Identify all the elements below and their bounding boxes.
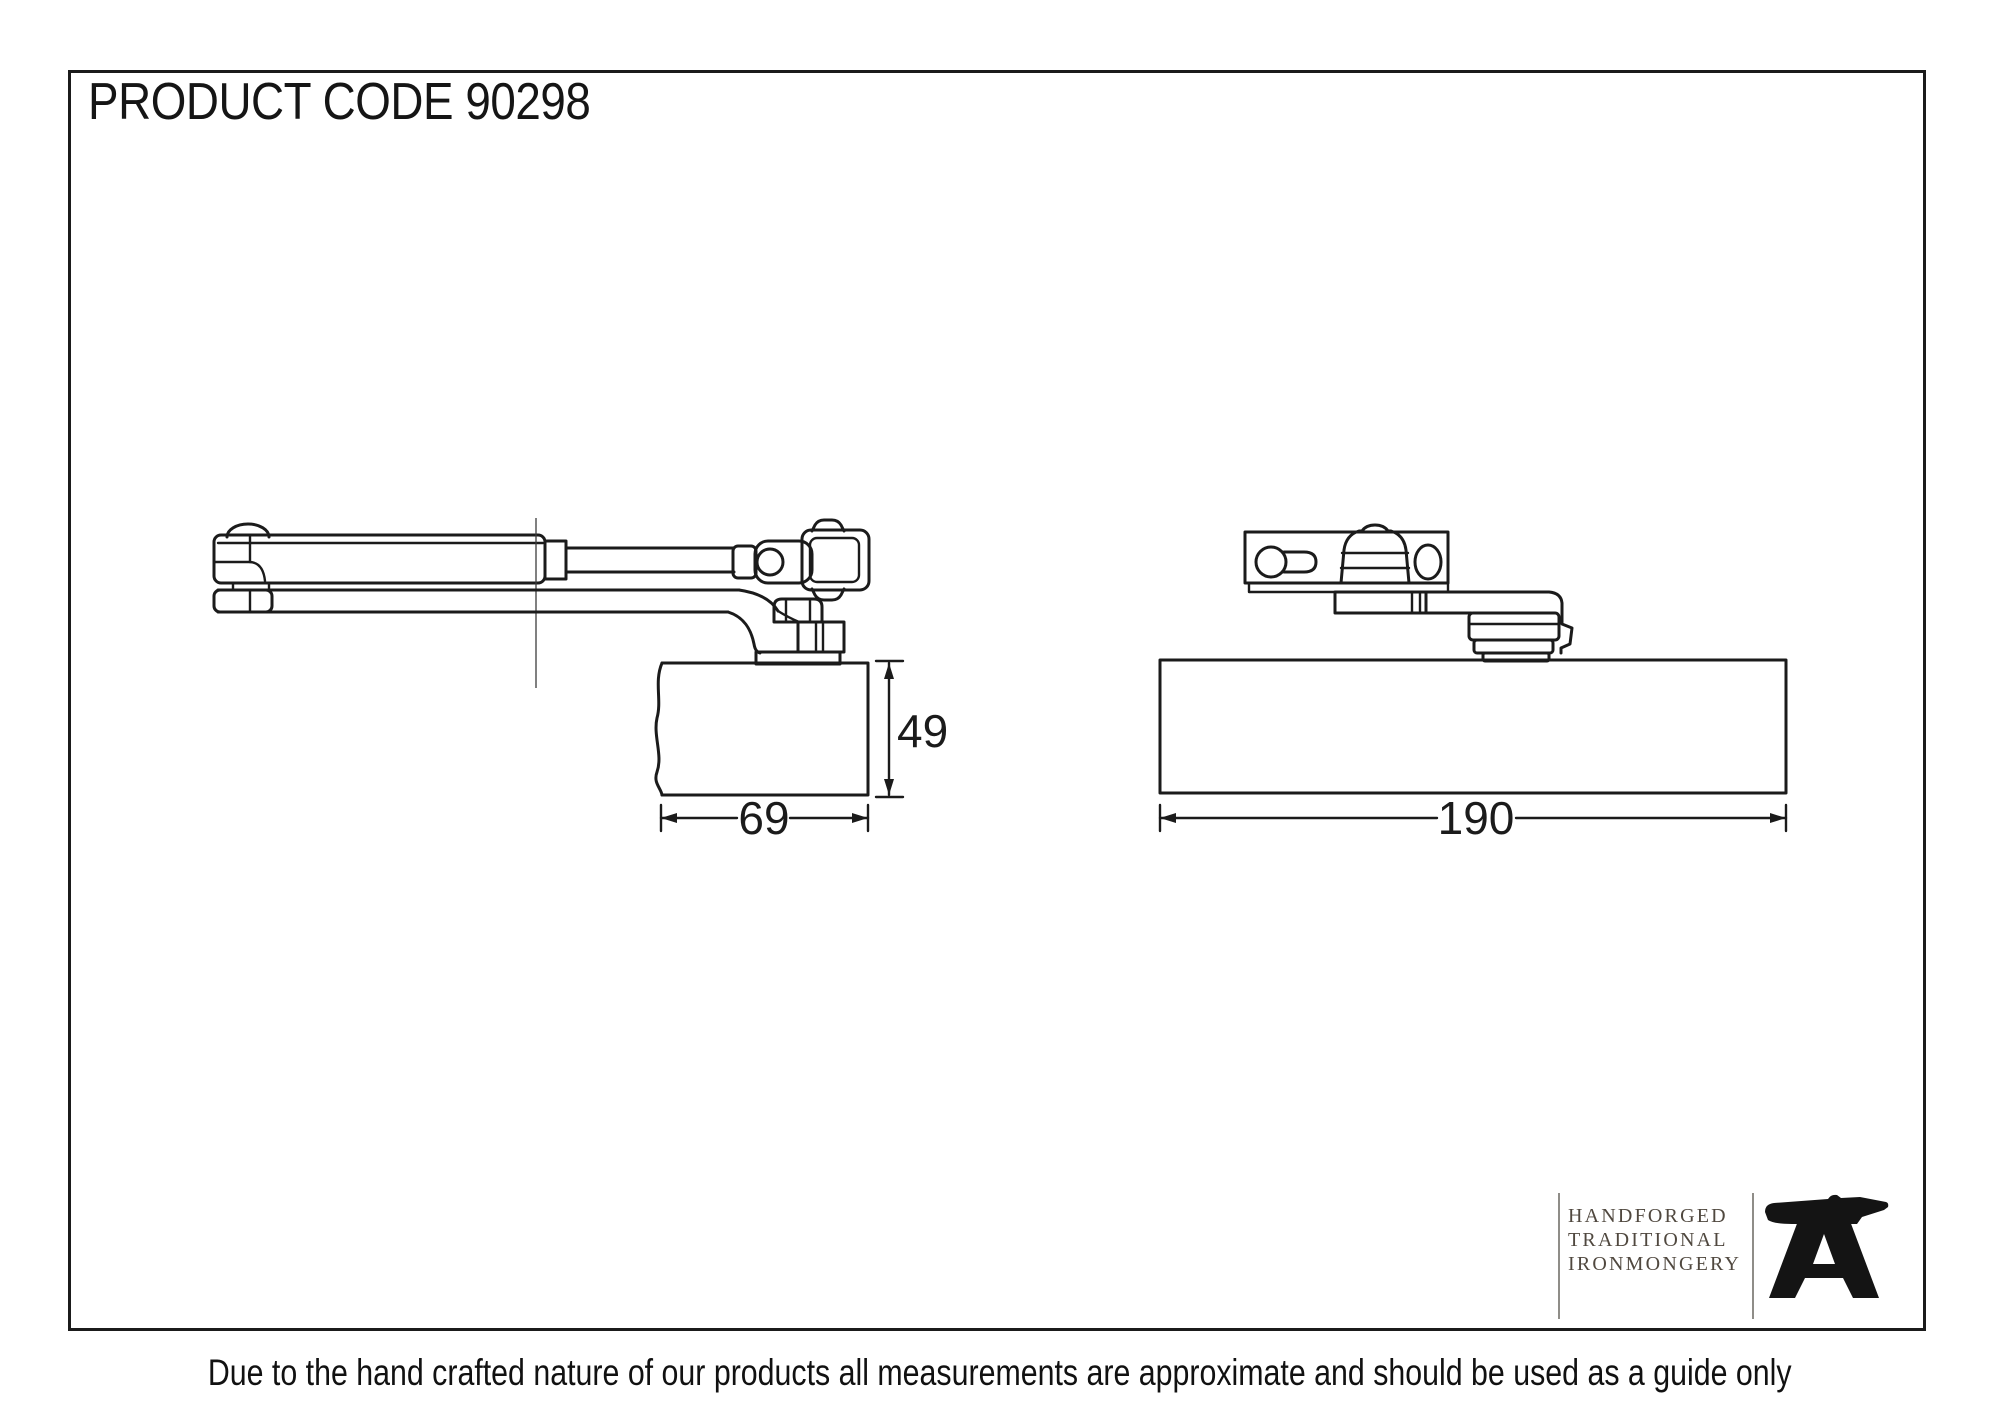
dim69-label: 69: [738, 792, 790, 844]
dim190-arrow-right: [1770, 813, 1786, 823]
side-view-drawing: [214, 518, 869, 795]
cap-step-line: [214, 562, 265, 581]
s-bend-upper: [739, 590, 778, 611]
page-title: PRODUCT CODE 90298: [88, 73, 591, 131]
brand-logo: [1556, 1191, 1896, 1323]
plate-hole-left: [1256, 547, 1286, 577]
plan-body-box: [1160, 660, 1786, 793]
anvil-a-icon: [1762, 1193, 1890, 1301]
plan-arm: [1426, 592, 1572, 653]
rod-gland: [545, 541, 566, 579]
dim69-arrow-right: [852, 813, 868, 823]
side-view-height-dimension: [876, 661, 948, 797]
dim190-arrow-left: [1160, 813, 1176, 823]
dim190-label: 190: [1437, 792, 1515, 844]
side-body-box: [662, 663, 868, 795]
disclaimer-text: Due to the hand crafted nature of our products all measurements are approximate and should be used as a guide only: [208, 1352, 1792, 1393]
logo-line-2: TRADITIONAL: [1568, 1229, 1728, 1251]
rod-cap: [733, 546, 756, 578]
clevis-pin-hole: [757, 549, 783, 575]
side-body-break-edge: [656, 663, 662, 795]
fork-bracket-inner: [810, 538, 859, 582]
side-view-width-dimension: [661, 792, 868, 844]
s-bend-join: [778, 611, 799, 622]
lower-arm-left-cap: [214, 590, 272, 612]
logo-line-3: IRONMONGERY: [1568, 1253, 1742, 1275]
plate-hole-right: [1415, 545, 1441, 579]
spindle-stack-upper: [1469, 613, 1559, 640]
dim69-arrow-left: [661, 813, 677, 823]
spindle-stack-middle: [1474, 640, 1553, 653]
plan-view-drawing: [1160, 525, 1786, 793]
adjust-nut: [774, 599, 822, 622]
plan-view-length-dimension: [1160, 792, 1786, 844]
dim49-arrow-down: [884, 779, 894, 795]
logo-text-block: [1568, 1204, 1741, 1276]
logo-divider-rule: [1752, 1193, 1754, 1319]
shoe-block: [798, 622, 844, 652]
dim49-label: 49: [897, 705, 949, 757]
dim49-arrow-up: [884, 663, 894, 679]
plate-slot: [1284, 552, 1316, 572]
logo-line-1: HANDFORGED: [1568, 1205, 1728, 1227]
logo-left-rule: [1558, 1193, 1560, 1319]
s-bend-lower: [728, 612, 760, 653]
disclaimer: [0, 1352, 2000, 1394]
